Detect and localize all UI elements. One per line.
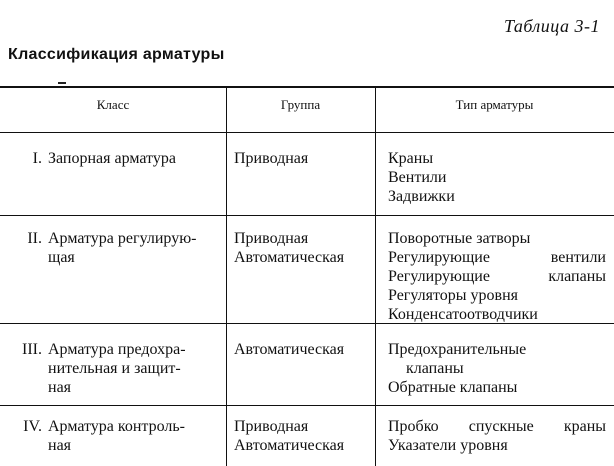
- table-title: Классификация арматуры: [8, 46, 225, 63]
- type-line: Конденсатоотводчики: [388, 306, 538, 323]
- column-divider-1: [226, 86, 227, 466]
- table-top-rule: [0, 86, 614, 88]
- class-cell: [6, 417, 222, 455]
- class-text: Запорная арматура: [48, 150, 176, 167]
- header-class: Класс: [96, 97, 130, 112]
- type-cell: [388, 229, 608, 324]
- type-line: Поворотные затворы: [388, 230, 531, 247]
- header-group: Группа: [280, 97, 321, 112]
- type-line: Обратные клапаны: [388, 379, 518, 396]
- class-cell: [6, 149, 222, 168]
- class-cell: [6, 340, 222, 397]
- header-type: Тип арматуры: [455, 97, 534, 112]
- type-line: Предохранительные: [388, 341, 527, 358]
- group-cell: [234, 229, 374, 267]
- type-line: Регуляторы уровня: [388, 287, 518, 304]
- class-cell: [6, 229, 222, 267]
- group-cell: [234, 340, 374, 359]
- class-line: [6, 417, 222, 436]
- group-line: Автоматическая: [234, 249, 345, 266]
- class-number: III.: [22, 341, 42, 358]
- group-cell: [234, 149, 374, 168]
- type-line: Регулирующие клапаны: [388, 268, 606, 285]
- group-line: Приводная: [234, 150, 309, 167]
- type-line: Регулирующие вентили: [388, 249, 606, 266]
- row-divider-1: [0, 215, 614, 216]
- group-cell: [234, 417, 374, 455]
- group-line: Автоматическая: [234, 437, 345, 454]
- type-line: Вентили: [388, 169, 447, 186]
- class-line: [6, 229, 222, 248]
- class-line-continued: щая: [48, 249, 75, 266]
- class-number: II.: [27, 230, 42, 247]
- group-line: Автоматическая: [234, 341, 345, 358]
- class-line: [6, 340, 222, 359]
- class-line-continued: нительная и защит-: [48, 360, 181, 377]
- group-line: Приводная: [234, 418, 309, 435]
- class-line: [6, 149, 222, 168]
- class-line-continued: ная: [48, 379, 72, 396]
- type-cell: [388, 340, 608, 397]
- class-line-continued: ная: [48, 437, 72, 454]
- class-text: Арматура регулирую-: [48, 230, 197, 247]
- group-line: Приводная: [234, 230, 309, 247]
- type-line: Краны: [388, 150, 434, 167]
- type-cell: [388, 417, 608, 455]
- class-number: I.: [32, 150, 42, 167]
- type-line: Указатели уровня: [388, 437, 508, 454]
- print-mark: [58, 82, 66, 84]
- row-divider-3: [0, 405, 614, 406]
- type-cell: [388, 149, 608, 206]
- type-line: Задвижки: [388, 188, 455, 205]
- type-line: клапаны: [406, 360, 464, 377]
- column-divider-2: [375, 86, 376, 466]
- class-text: Арматура контроль-: [48, 418, 186, 435]
- header-bottom-rule: [0, 132, 614, 133]
- table-number: Таблица 3-1: [503, 16, 600, 36]
- class-text: Арматура предохра-: [48, 341, 186, 358]
- type-line: Пробко спускные краны: [388, 418, 606, 435]
- class-number: IV.: [23, 418, 42, 435]
